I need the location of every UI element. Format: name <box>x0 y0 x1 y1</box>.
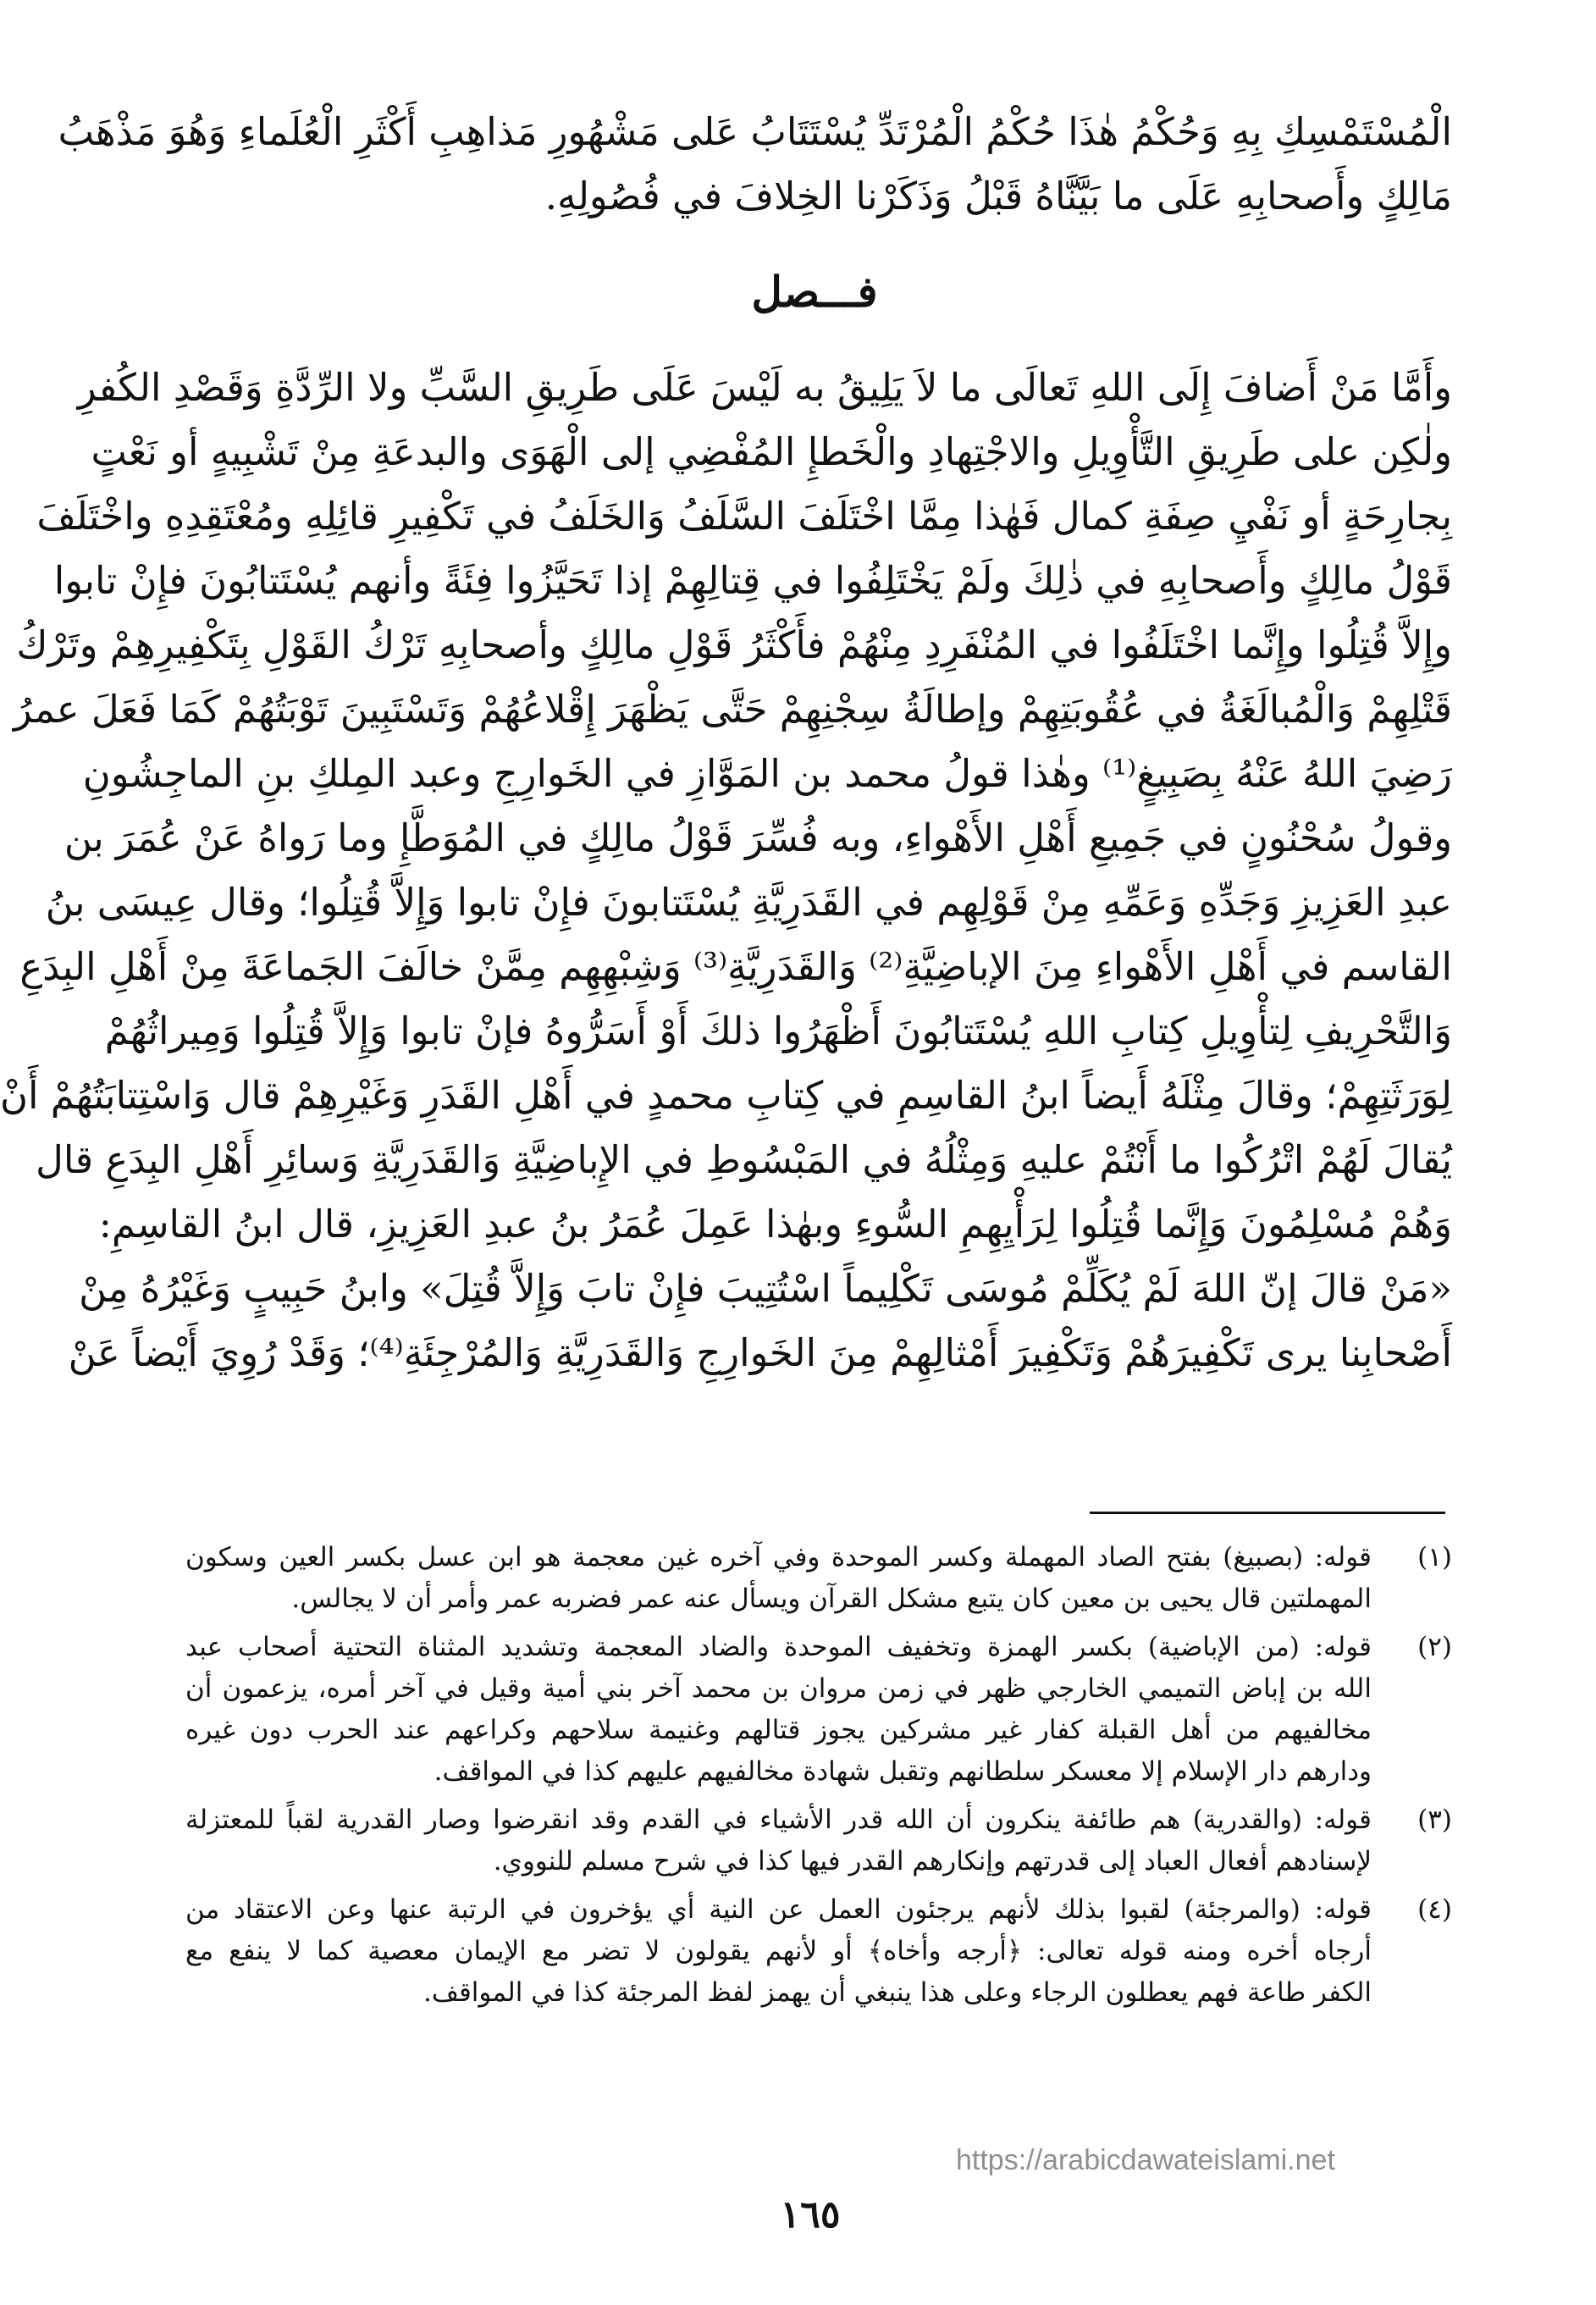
section-heading: فـــصل <box>751 267 878 317</box>
footnote <box>185 1799 1452 1882</box>
text-line: مَالِكٍ وأَصحابِهِ عَلَى ما بَيَّنَّاهُ قَبْلُ وَذَكَرْنا الخِلافَ في فُصُولِهِ. <box>544 174 1452 218</box>
footnote-line: المهملتين قال يحيى بن معين كان يتبع مشكل القرآن ويسأل عنه عمر فضربه عمر وأمر أن لا يجالس. <box>291 1584 1372 1614</box>
footnote <box>185 1889 1452 2014</box>
text-line: يُقالَ لَهُمْ اتْرُكُوا ما أَنْتُمْ عليهِ وَمِثْلُهُ في المَبْسُوطِ في الإِباضِيَّةِ وَالقَدَرِيَّةِ وَسائِرِ أَهْلِ البِدَعِ قال <box>36 1137 1452 1182</box>
text-line: وإِلاَّ قُتِلُوا وإِنَّما اخْتَلَفُوا في المُنْفَرِدِ مِنْهُمْ فأَكْثَرُ قَوْلِ مالِكٍ وأصحابِهِ تَرْكُ القَوْلِ بِتَكْفِيرِهِمْ وتَرْكُ <box>16 622 1452 667</box>
text-line: وأَمَّا مَنْ أَضافَ إِلَى اللهِ تَعالَى ما لاَ يَلِيقُ به لَيْسَ عَلَى طَرِيقِ السَّبِّ ولا الرِّدَّةِ وَقَصْدِ الكُفرِ <box>77 365 1452 410</box>
main-text <box>0 100 1452 1385</box>
text-line: لِوَرَثَتِهِمْ؛ وقالَ مِثْلَهُ أَيضاً ابنُ القاسِمِ في كِتابِ محمدٍ في أَهْلِ القَدَرِ وَغَيْرِهِمْ قال وَاسْتِتابَتُهُمْ أَنْ <box>0 1073 1452 1118</box>
page-number: ١٦٥ <box>780 2193 841 2236</box>
footnote-number: (٢) <box>1417 1632 1452 1662</box>
text-line: «مَنْ قالَ إنّ اللهَ لَمْ يُكَلِّمْ مُوسَى تَكْلِيماً اسْتُتِيبَ فإِنْ تابَ وَإِلاَّ قُتِلَ» وابنُ حَبِيبٍ وَغَيْرُهُ مِنْ <box>79 1266 1452 1311</box>
footnote-line: ودارهم دار الإسلام إلا معسكر سلطانهم وتقبل شهادة مخالفيهم عليهم كذا في المواقف. <box>434 1756 1372 1787</box>
text-line: عبدِ العَزِيزِ وَجَدِّهِ وَعَمِّهِ مِنْ قَوْلِهِم في القَدَرِيَّةِ يُسْتَتابونَ فإِنْ تابوا وَإِلاَّ قُتِلُوا؛ وقال عِيسَى بنُ <box>45 880 1452 925</box>
text-line: أَصْحابِنا يرى تَكْفِيرَهُمْ وَتَكْفِيرَ أَمْثالِهِمْ مِنَ الخَوارِجِ وَالقَدَرِيَّةِ وَالمُرْجِئَةِ⁽⁴⁾؛ وَقَدْ رُوِيَ أَيْضاً عَنْ <box>68 1330 1452 1375</box>
footnote-number: (١) <box>1417 1542 1452 1573</box>
text-line: ولٰكِن على طَرِيقِ التَّأْوِيلِ والاجْتِهادِ والْخَطإِ المُفْضِي إلى الْهَوَى والبدعَةِ مِنْ تَشْبِيهٍ أو نَعْتٍ <box>91 429 1452 474</box>
footnote-number: (٤) <box>1417 1894 1452 1925</box>
footnote <box>185 1627 1452 1793</box>
footnote-line: قوله: (والمرجئة) لقبوا بذلك لأنهم يرجئون العمل عن النية أي يؤخرون في الرتبة عنها وعن الاعتقاد من <box>185 1894 1372 1925</box>
text-line: القاسم في أَهْلِ الأَهْواءِ مِنَ الإباضِيَّةِ⁽²⁾ وَالقَدَرِيَّةِ⁽³⁾ وَشِبْهِهِم مِمَّنْ خالَفَ الجَماعَةَ مِنْ أَهْلِ البِدَعِ <box>19 944 1452 989</box>
text-line: وقولُ سُحْنُونٍ في جَمِيعِ أَهْلِ الأَهْواءِ، وبه فُسِّرَ قَوْلُ مالِكٍ في المُوَطَّإِ وما رَواهُ عَنْ عُمَرَ بن <box>64 815 1452 860</box>
footnote-line: قوله: (والقدرية) هم طائفة ينكرون أن الله قدر الأشياء في القدم وقد انقرضوا وصار القدرية لقباً للمعتزلة <box>185 1805 1372 1835</box>
footnote-line: الكفر طاعة فهم يعطلون الرجاء وعلى هذا ينبغي أن يهمز لفظ المرجئة كذا في المواقف. <box>423 1977 1372 2008</box>
footnote-line: أرجاه أخره ومنه قوله تعالى: ﴿أرجه وأخاه﴾ أو لأنهم يقولون لا تضر مع الإيمان معصية كما لا ينفع مع <box>185 1936 1372 1966</box>
text-line: بِجارِحَةٍ أو نَفْيِ صِفَةِ كمال فَهٰذا مِمَّا اخْتَلَفَ السَّلَفُ وَالخَلَفُ في تَكْفِيرِ قائِلِهِ ومُعْتَقِدِهِ واخْتَلَفَ <box>36 494 1452 539</box>
footnote-line: الله بن إباض التميمي الخارجي ظهر في زمن مروان بن محمد آخر بني أمية وقيل في آخر أمره، يزعمون أن <box>185 1673 1372 1704</box>
watermark-url: https://arabicdawateislami.net <box>956 2144 1335 2176</box>
footnotes <box>185 1537 1452 2020</box>
footnote-separator <box>1090 1512 1445 1514</box>
footnote-line: قوله: (بصبيغ) بفتح الصاد المهملة وكسر الموحدة وفي آخره غين معجمة هو ابن عسل بكسر العين وسكون <box>185 1542 1372 1573</box>
text-line: قَوْلُ مالِكٍ وأَصحابِهِ في ذٰلِكَ ولَمْ يَخْتَلِفُوا في قِتالِهِمْ إذا تَحَيَّزُوا فِئَةً وأنهم يُسْتَتابُونَ فإِنْ تابوا <box>53 558 1452 603</box>
text-line: رَضِيَ اللهُ عَنْهُ بِصَبِيغٍ⁽¹⁾ وهٰذا قولُ محمد بن المَوَّازِ في الخَوارِجِ وعبد المِلكِ بنِ الماجِشُونِ <box>82 751 1452 796</box>
text-line: وَهُمْ مُسْلِمُونَ وَإِنَّما قُتِلُوا لِرَأْيِهِمِ السُّوءِ وبهٰذا عَمِلَ عُمَرُ بنُ عبدِ العَزِيزِ، قال ابنُ القاسِمِ: <box>98 1202 1452 1246</box>
text-line: وَالتَّحْرِيفِ لِتأْوِيلِ كِتابِ اللهِ يُسْتَتابُونَ أَظْهَرُوا ذلكَ أَوْ أَسَرُّوهُ فإنْ تابوا وَإِلاَّ قُتِلُوا وَمِيراثُهُمْ <box>104 1009 1452 1053</box>
footnote-number: (٣) <box>1417 1805 1452 1835</box>
text-line: قَتْلِهِمْ وَالْمُبالَغَةُ في عُقُوبَتِهِمْ وإطالَةُ سِجْنِهِمْ حَتَّى يَظْهَرَ إِقْلاعُهُمْ وَتَسْتَبِينَ تَوْبَتُهُمْ كَمَا فَعَلَ عمرُ <box>13 687 1452 732</box>
footnote-line: مخالفيهم من أهل القبلة كفار غير مشركين يجوز قتالهم وغنيمة سلاحهم وكراعهم عند الحرب دون غيره <box>185 1715 1372 1745</box>
footnote-line: قوله: (من الإباضية) بكسر الهمزة وتخفيف الموحدة والضاد المعجمة وتشديد المثناة التحتية أصحاب عبد <box>185 1632 1372 1662</box>
footnote-line: لإسنادهم أفعال العباد إلى قدرتهم وإنكارهم القدر فيها كذا في شرح مسلم للنووي. <box>493 1846 1372 1877</box>
text-line: الْمُسْتَمْسِكِ بِهِ وَحُكْمُ هٰذَا حُكْمُ الْمُرْتَدِّ يُسْتَتَابُ عَلى مَشْهُورِ مَذاهِبِ أَكْثَرِ الْعُلَماءِ وَهُوَ مَذْهَبُ <box>58 109 1452 154</box>
footnote <box>185 1537 1452 1620</box>
